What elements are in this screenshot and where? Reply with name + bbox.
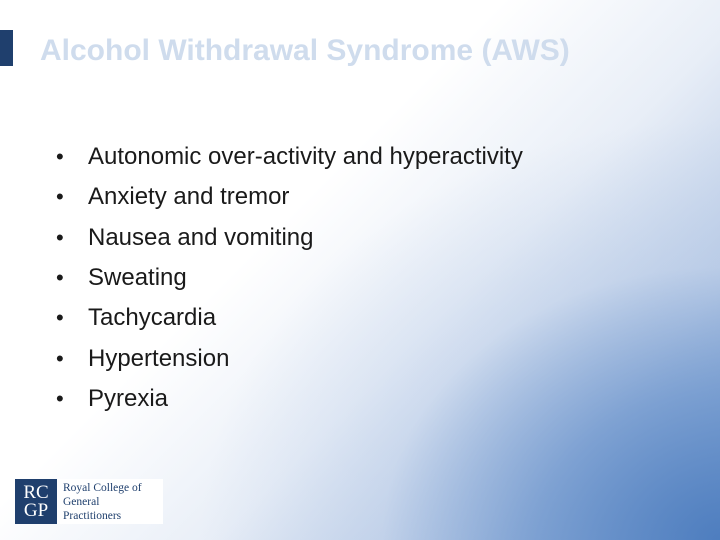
bullet-text: Tachycardia (88, 304, 217, 332)
bullet-item (56, 137, 523, 177)
bullet-marker: • (56, 144, 64, 170)
slide-title: Alcohol Withdrawal Syndrome (AWS) (40, 34, 570, 67)
bullet-item (56, 379, 523, 419)
bullet-list (56, 137, 523, 419)
rcgp-logo (15, 479, 163, 524)
title-accent-bar (0, 30, 13, 66)
bullet-text: Nausea and vomiting (88, 223, 314, 251)
bullet-marker: • (56, 385, 64, 411)
bullet-marker: • (56, 345, 64, 371)
rcgp-logo-mark (15, 479, 57, 524)
rcgp-logo-text (57, 479, 163, 524)
logo-text-line1: Royal College of (63, 481, 142, 494)
bullet-text: Hypertension (88, 344, 230, 372)
bullet-marker: • (56, 265, 64, 291)
bullet-item (56, 298, 523, 338)
bullet-item (56, 177, 523, 217)
bullet-item (56, 258, 523, 298)
bullet-marker: • (56, 184, 64, 210)
logo-text-line2: General Practitioners (63, 495, 122, 522)
bullet-item (56, 218, 523, 258)
bullet-item (56, 338, 523, 378)
logo-mark-line1: RC (23, 481, 49, 503)
bullet-text: Sweating (88, 264, 187, 292)
bullet-text: Pyrexia (88, 384, 169, 412)
bullet-text: Autonomic over-activity and hyperactivity (88, 143, 523, 171)
bullet-marker: • (56, 305, 64, 331)
bullet-text: Anxiety and tremor (88, 183, 290, 211)
bullet-marker: • (56, 224, 64, 250)
logo-mark-line2: GP (23, 499, 49, 521)
